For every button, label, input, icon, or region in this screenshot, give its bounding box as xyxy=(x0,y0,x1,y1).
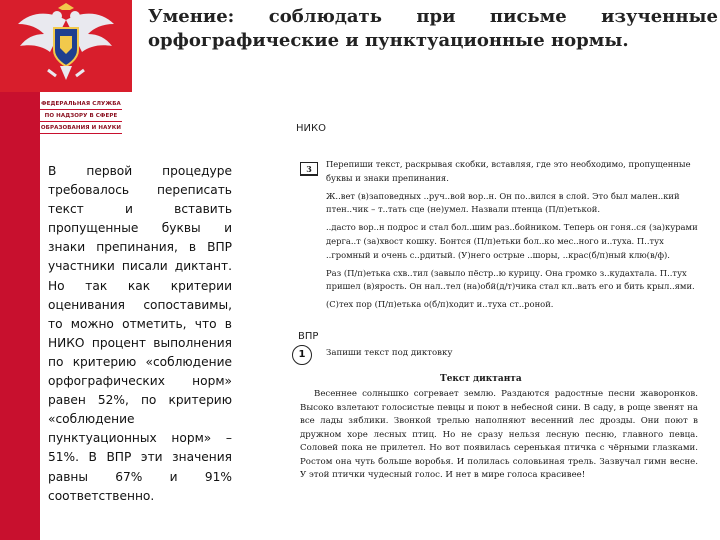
niko-paragraph-4: (С)тех пор (П/п)етька о(б/п)ходит и..туха ст..роной. xyxy=(326,299,554,310)
niko-label: НИКО xyxy=(296,123,326,134)
agency-line-3: ОБРАЗОВАНИЯ И НАУКИ xyxy=(40,124,122,134)
niko-task-instruction: Перепиши текст, раскрывая скобки, вставляя, где это необходимо, пропущенные буквы и знаки препинания. xyxy=(326,159,691,183)
niko-paragraph-3: Раз (П/п)етька схв..тил (завыло пёстр..ю курицу. Она громко з..кудахтала. П..тух пришел (в)ярость. Он нал..тел (на)обй(д/т)чика стал кл..вать его и бить крыл..ями. xyxy=(326,267,695,292)
agency-line-2: ПО НАДЗОРУ В СФЕРЕ xyxy=(40,112,122,122)
vpr-task-instruction: Запиши текст под диктовку xyxy=(326,348,453,358)
double-headed-eagle-emblem-icon xyxy=(0,0,132,92)
niko-task-scan xyxy=(300,158,700,316)
agency-name xyxy=(40,100,122,136)
vpr-text-heading: Текст диктанта xyxy=(440,374,522,384)
agency-line-1: ФЕДЕРАЛЬНАЯ СЛУЖБА xyxy=(40,100,122,110)
logo-panel xyxy=(0,0,132,92)
niko-paragraph-1: Ж..вет (в)заповедных ..руч..вой вор..н. Он по..вился в слой. Это был мален..кий птен..чик – т..тать сце (не)умел. Назвали птенца (П/п)етькой. xyxy=(326,190,680,215)
slide-title: Умение: соблюдать при письме изученные орфографические и пунктуационные нормы. xyxy=(148,6,718,51)
niko-number-rule xyxy=(300,174,318,175)
vpr-task-number: 1 xyxy=(292,345,312,365)
vpr-dictation-text: Весеннее солнышко согревает землю. Раздаются радостные песни жаворонков. Высоко взлетают голосистые певцы и поют в небесной сини. В саду, в роще звенят на все лады зяблики. Звонкой трелью наполняют весенний лес дрозды. Они поют в дружном хоре лесных птиц. Но не сразу нельзя лесную песню, главного певца. Соловей пока не прилетел. Но вот появилась серенькая птичка с чёрными глазками. Ростом она чуть больше воробья. И полилась соловьиная трель. Зазвучал гимн весне. У этой птички чудесный голос. И нет в мире голоса красивее! xyxy=(300,389,698,480)
niko-task-number: 3 xyxy=(300,162,318,176)
niko-paragraph-2: ..дасто вор..н подрос и стал бол..шим раз..бойником. Теперь он гоня..ся (за)курами дерга..т (за)хвост кошку. Бонтся (П/п)етьки бол..ко мес..ного и..туха. П..тух ..громный и очень с..рдитый. (У)него острые ..шоры, ..крас(б/п)ный клю(в/ф). xyxy=(326,222,698,260)
vpr-label: ВПР xyxy=(298,331,319,342)
description-text: В первой процедуре требовалось переписать текст и вставить пропущенные буквы и знаки препинания, в ВПР участники писали диктант. Но так как критерии оценивания сопоставимы, то можно отметить, что в НИКО процент выполнения по критерию «соблюдение орфографических норм» равен 52%, по критерию «соблюдение пунктуационных норм» – 51%. В ВПР эти значения равны 67% и 91% соответственно. xyxy=(48,164,232,503)
